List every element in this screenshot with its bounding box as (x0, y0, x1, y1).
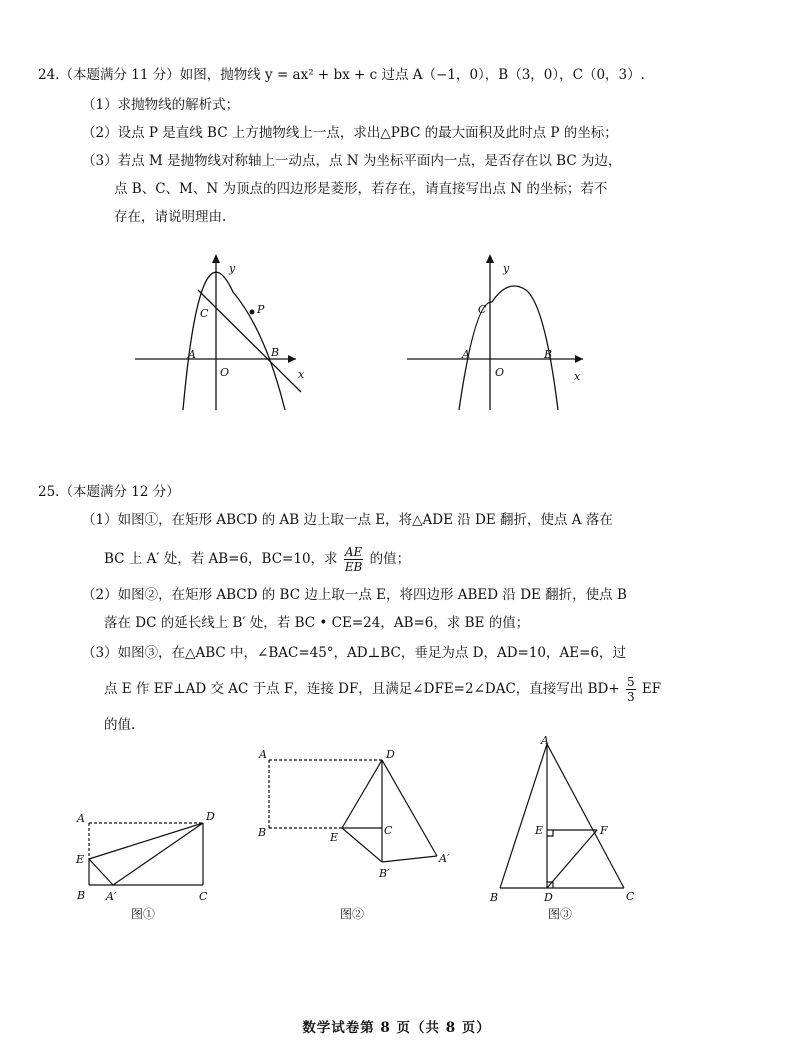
label-c-2: C (478, 303, 487, 316)
fig1-label-a: A (77, 812, 85, 825)
q25-figure-1 (89, 823, 203, 885)
fig2-label-b1: B′ (379, 867, 390, 880)
fraction-numerator: AE (344, 545, 363, 559)
fig2-a1b1 (382, 856, 437, 862)
fig2-label-c: C (384, 824, 393, 837)
label-o: O (220, 366, 230, 379)
fig1-ea1 (89, 859, 113, 885)
fraction-denominator: EB (344, 560, 363, 574)
fig3-fd (547, 830, 597, 888)
fig2-label-a1: A′ (439, 852, 450, 865)
fig1-a1d (113, 823, 203, 885)
fig1-label-d: D (206, 810, 215, 823)
fig3-ac (547, 744, 624, 888)
fig2-de (342, 760, 382, 828)
label-a: A (188, 348, 196, 361)
q24-part3-line2: 点 B、C、M、N 为顶点的四边形是菱形，若存在，请直接写出点 N 的坐标；若不 (114, 181, 608, 197)
fig3-caption: 图③ (548, 907, 573, 921)
label-c: C (200, 307, 209, 320)
fig3-label-d: D (544, 891, 553, 904)
q25-header: 25.（本题满分 12 分） (38, 484, 180, 500)
fig2-label-d: D (386, 748, 395, 761)
label-o-2: O (495, 366, 505, 379)
fig2-caption: 图② (340, 907, 365, 921)
fig2-eb1 (342, 828, 382, 862)
label-y-2: y (503, 262, 510, 275)
q25-part2-line1: （2）如图②，在矩形 ABCD 的 BC 边上取一点 E，将四边形 ABED 沿 DE 翻折，使点 B (82, 587, 627, 603)
q24-header: 24.（本题满分 11 分）如图，抛物线 y = ax² + bx + c 过点 A（−1，0），B（3，0），C（0，3）. (38, 67, 645, 83)
label-x: x (298, 368, 305, 381)
q24-part3-line1: （3）若点 M 是抛物线对称轴上一动点，点 N 为坐标平面内一点，是否存在以 BC 为边， (82, 153, 622, 169)
page-footer: 数学试卷第 8 页（共 8 页） (302, 1020, 491, 1036)
label-a-2: A (462, 348, 470, 361)
q24-part3-line3: 存在，请说明理由. (114, 209, 227, 225)
q25-figure-3 (500, 744, 624, 888)
label-y: y (229, 262, 236, 275)
fig3-label-f: F (600, 824, 608, 837)
fig1-label-b: B (77, 889, 86, 902)
fig2-label-a: A (259, 748, 267, 761)
fig1-label-e: E (76, 853, 85, 866)
fraction-numerator: 5 (626, 675, 635, 689)
fraction-denominator: 3 (626, 690, 635, 704)
fig3-label-e: E (535, 824, 544, 837)
q25-part1-post: 的值； (369, 551, 411, 567)
q25-part3-line3: 的值. (104, 717, 136, 733)
fig3-label-c: C (626, 890, 635, 903)
fig2-da1 (382, 760, 437, 856)
q25-part3-line1: （3）如图③，在△ABC 中，∠BAC=45°，AD⊥BC，垂足为点 D，AD=10，AE=6，过 (82, 645, 627, 661)
q25-part2-line2: 落在 DC 的延长线上 B′ 处，若 BC • CE=24，AB=6，求 BE 的值； (104, 615, 530, 631)
q24-part1: （1）求抛物线的解析式； (82, 97, 240, 113)
fig3-label-b: B (490, 891, 499, 904)
fig3-right-angle-e (547, 830, 553, 836)
label-b: B (271, 346, 280, 359)
fig1-caption: 图① (131, 907, 156, 921)
q25-part1-pre: BC 上 A′ 处，若 AB=6，BC=10，求 (104, 551, 338, 567)
fig3-ab (500, 744, 547, 888)
fig1-label-c: C (199, 890, 208, 903)
fig1-ed (89, 823, 203, 859)
q25-figure-2 (269, 760, 437, 862)
q25-part3-pre: 点 E 作 EF⊥AD 交 AC 于点 F，连接 DF，且满足∠DFE=2∠DAC，直接写出 BD+ (104, 681, 620, 697)
label-p: P (257, 303, 265, 316)
label-b-2: B (544, 348, 553, 361)
fig3-label-a: A (541, 734, 549, 747)
fig2-label-e: E (330, 831, 339, 844)
q25-part1-line1: （1）如图①，在矩形 ABCD 的 AB 边上取一点 E，将△ADE 沿 DE 翻折，使点 A 落在 (82, 512, 613, 528)
label-x-2: x (574, 370, 581, 383)
q24-part2: （2）设点 P 是直线 BC 上方抛物线上一点，求出△PBC 的最大面积及此时点 P 的坐标； (82, 125, 618, 141)
fig1-label-a1: A′ (106, 890, 117, 903)
fig2-label-b: B (258, 826, 267, 839)
q25-part3-post: EF (641, 681, 662, 697)
